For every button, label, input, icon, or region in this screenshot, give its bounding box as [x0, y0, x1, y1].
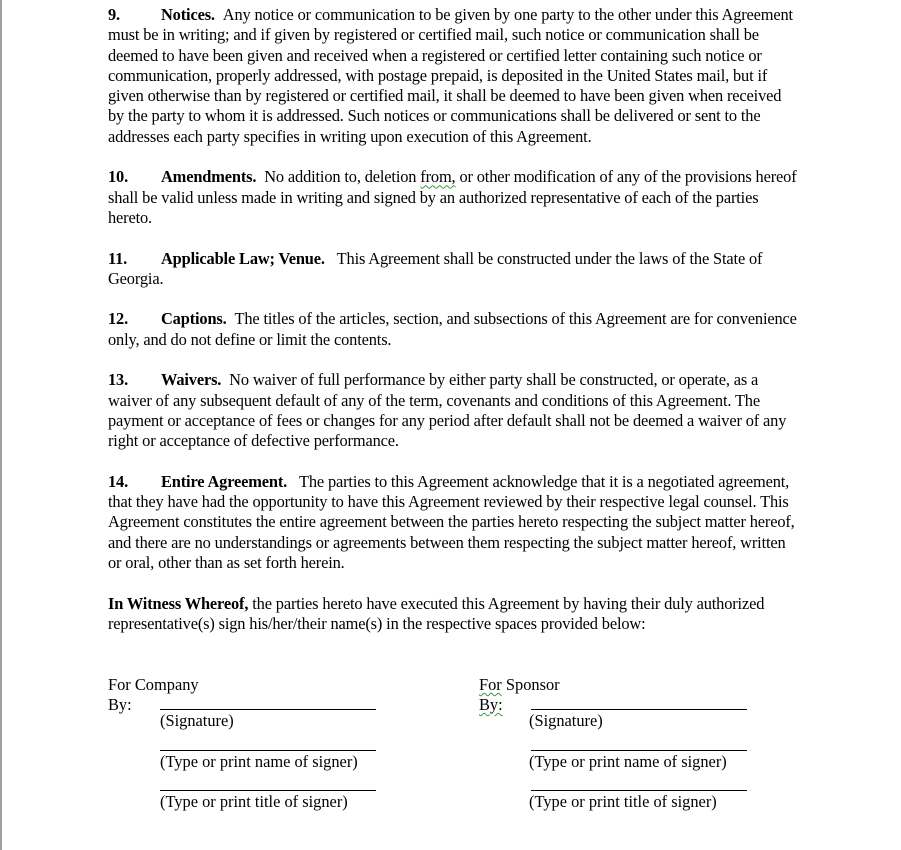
section-text: or other modification of any of the provisions hereof shall be valid unless made in writing and signed by an authorized representative of each of the parties hereto. [108, 167, 797, 227]
witness-heading: In Witness Whereof, [108, 593, 249, 613]
section-notices [108, 5, 798, 147]
section-text: The parties to this Agreement acknowledge that it is a negotiated agreement, that they have had the opportunity to have this Agreement reviewed by their respective legal counsel. This Agreement constitutes the entire agreement between the parties hereto respecting the subject matter hereof, and there are no understandings or agreements between them respecting the subject matter hereof, written or oral, other than as set forth herein. [108, 471, 795, 573]
grammar-flagged-word[interactable]: from, [420, 167, 456, 187]
party-label [479, 675, 560, 695]
section-heading: Entire Agreement. [161, 471, 288, 491]
section-text: The titles of the articles, section, and subsections of this Agreement are for convenience only, and do not define or limit the contents. [108, 309, 797, 349]
by-label: By: [479, 695, 503, 714]
signer-name-line[interactable] [160, 750, 376, 751]
witness-clause [108, 594, 798, 635]
signature-caption: (Signature) [529, 711, 603, 730]
signer-title-row [108, 776, 348, 817]
section-amendments [108, 167, 798, 228]
section-number: 10. [108, 167, 129, 187]
signer-title-row [479, 776, 717, 817]
section-number: 14. [108, 471, 129, 491]
window-left-edge [0, 0, 2, 850]
section-text: No addition to, deletion [264, 167, 421, 187]
signature-row [479, 695, 603, 736]
signer-name-row [479, 736, 727, 777]
document-page [108, 5, 798, 655]
section-heading: Applicable Law; Venue. [161, 248, 325, 268]
signature-block-sponsor [479, 675, 727, 817]
section-heading: Notices. [161, 5, 215, 24]
section-applicable-law [108, 249, 798, 290]
signature-line[interactable] [160, 709, 376, 710]
signer-title-line[interactable] [531, 790, 747, 791]
signer-title-line[interactable] [160, 790, 376, 791]
signature-row [108, 695, 234, 736]
section-text: No waiver of full performance by either party shall be constructed, or operate, as a waiver of any subsequent default of any of the term, covenants and conditions of this Agreement. The payment or acceptance of fees or changes for any period after default shall not be deemed a waiver of any right or acceptance of defective performance. [108, 370, 787, 451]
party-label-text: Sponsor [501, 675, 560, 694]
by-label: By: [108, 695, 132, 714]
section-captions [108, 309, 798, 350]
section-heading: Captions. [161, 309, 227, 329]
signer-title-caption: (Type or print title of signer) [160, 792, 348, 811]
spelling-flagged-word[interactable]: For [479, 675, 502, 694]
section-number: 11. [108, 248, 128, 268]
section-heading: Waivers. [161, 370, 222, 390]
section-number: 9. [108, 5, 120, 24]
signer-name-caption: (Type or print name of signer) [529, 751, 727, 771]
signer-name-line[interactable] [531, 750, 747, 751]
witness-text: the parties hereto have executed this Agreement by having their duly authorized representative(s) sign his/her/their name(s) in the respective spaces provided below: [108, 593, 765, 633]
signer-title-caption: (Type or print title of signer) [529, 792, 717, 811]
section-waivers [108, 370, 798, 451]
signer-name-caption: (Type or print name of signer) [160, 751, 358, 771]
signer-name-row [108, 736, 358, 777]
section-number: 12. [108, 309, 129, 329]
section-text: This Agreement shall be constructed under the laws of the State of Georgia. [108, 248, 763, 288]
party-label: For Company [108, 675, 199, 694]
signature-block-company [108, 675, 358, 817]
signature-line[interactable] [531, 709, 747, 710]
section-text: Any notice or communication to be given by one party to the other under this Agreement must be in writing; and if given by registered or certified mail, such notice or communication shall be deemed to have been given and received when a registered or certified letter containing such notice or communication, properly addressed, with postage prepaid, is deposited in the United States mail, but if given otherwise than by registered or certified mail, it shall be deemed to have been given when received by the party to whom it is addressed. Such notices or communications shall be delivered or sent to the addresses each party specifies in writing upon execution of this Agreement. [108, 5, 793, 146]
section-number: 13. [108, 370, 129, 390]
section-entire-agreement [108, 472, 798, 573]
section-heading: Amendments. [161, 167, 257, 187]
signature-caption: (Signature) [160, 711, 234, 730]
